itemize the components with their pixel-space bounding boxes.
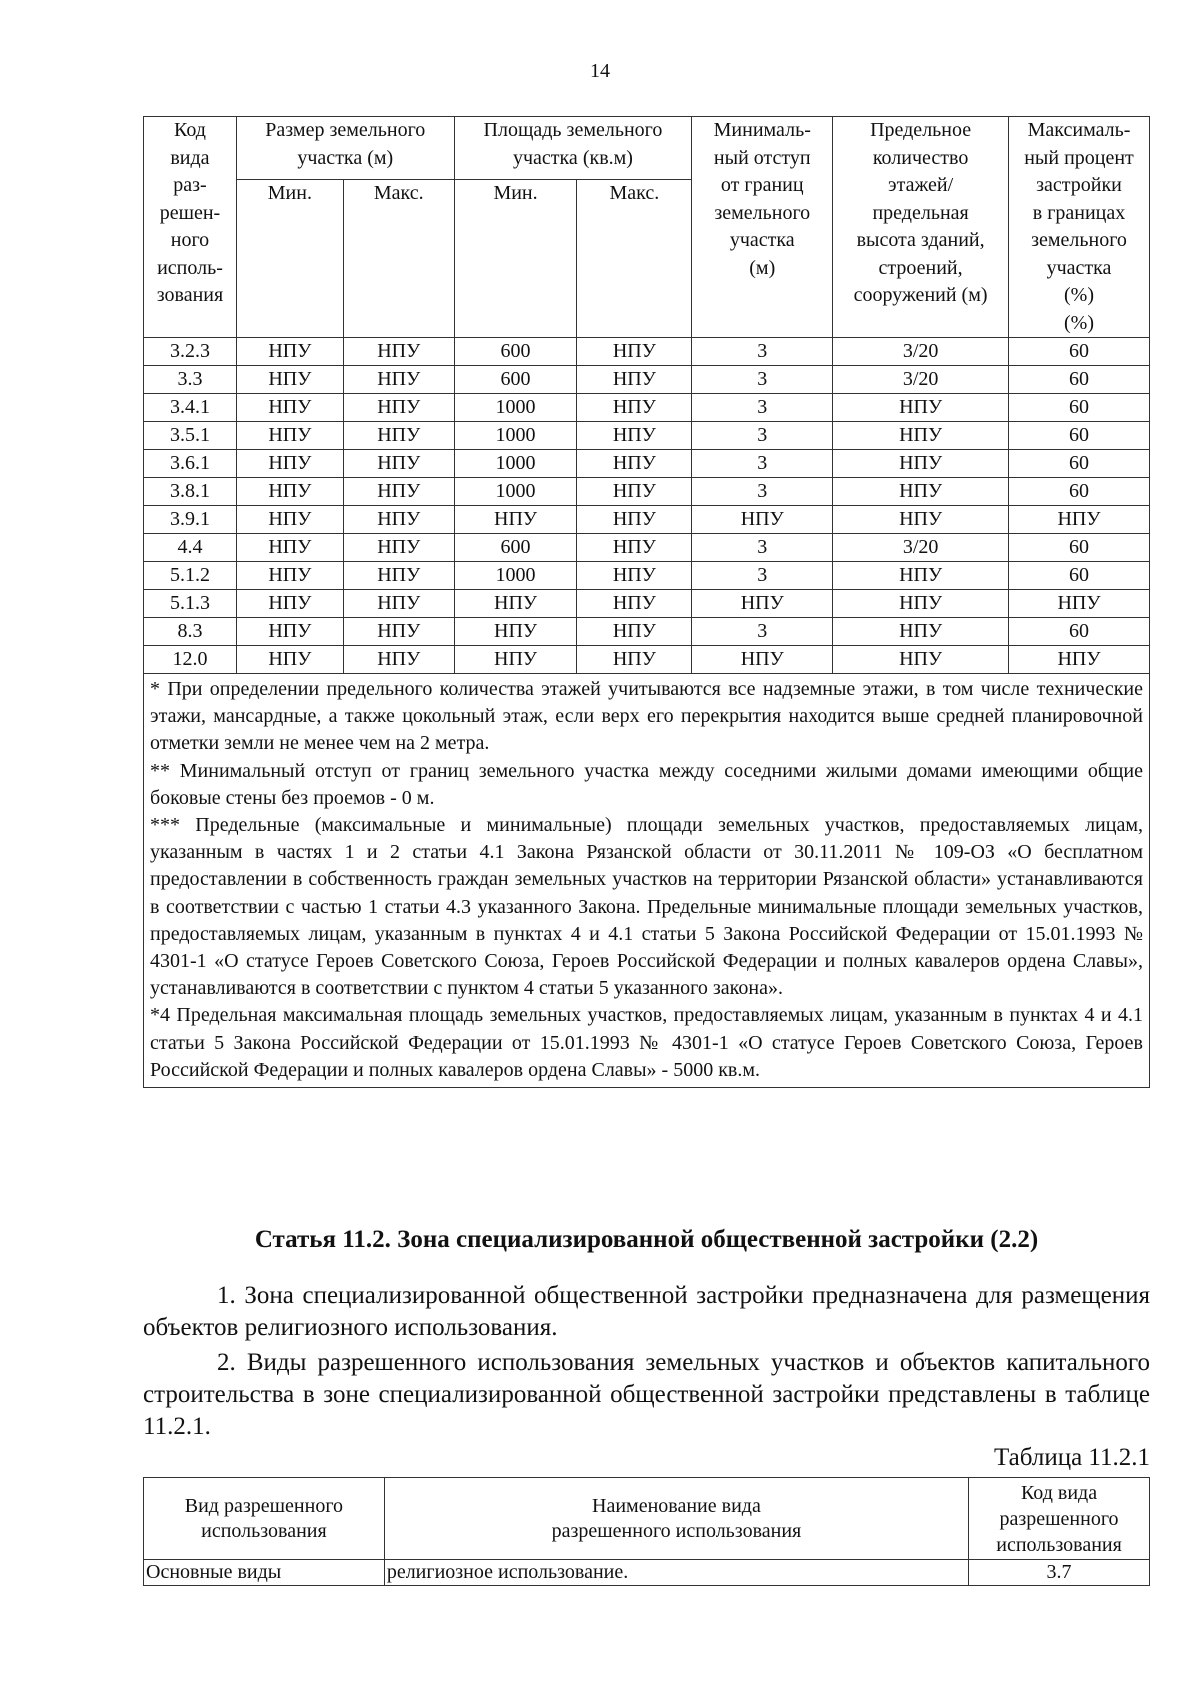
table-cell: НПУ [833, 478, 1009, 506]
cell-use-kind: Основные виды [144, 1560, 385, 1586]
table-cell: НПУ [1009, 590, 1150, 618]
table-cell: НПУ [577, 366, 692, 394]
header-area-min: Мин. [454, 179, 577, 337]
table-cell: 600 [454, 366, 577, 394]
table-cell: НПУ [577, 506, 692, 534]
table-cell: НПУ [236, 450, 343, 478]
table-cell: НПУ [236, 562, 343, 590]
table-cell: 1000 [454, 450, 577, 478]
table-cell: НПУ [577, 450, 692, 478]
header-max-floors-height: Предельное количество этажей/ предельная высота зданий, строений, сооружений (м) [833, 117, 1009, 338]
table-cell: НПУ [343, 506, 454, 534]
table-cell: НПУ [236, 618, 343, 646]
table-cell: НПУ [833, 394, 1009, 422]
table-cell: НПУ [833, 450, 1009, 478]
table-cell: НПУ [343, 478, 454, 506]
table-cell: 60 [1009, 618, 1150, 646]
table-cell: 5.1.2 [144, 562, 237, 590]
cell-use-code: 3.7 [969, 1560, 1150, 1586]
table-cell: 600 [454, 534, 577, 562]
table-cell: 3.3 [144, 366, 237, 394]
table-cell: НПУ [454, 646, 577, 674]
table-cell: НПУ [343, 394, 454, 422]
table-cell: 3.4.1 [144, 394, 237, 422]
table-cell: 1000 [454, 478, 577, 506]
table-cell: НПУ [577, 618, 692, 646]
header-size-max: Макс. [343, 179, 454, 337]
table-cell: НПУ [577, 394, 692, 422]
table-cell: 3 [692, 618, 833, 646]
table-cell: НПУ [577, 590, 692, 618]
table-cell: НПУ [454, 506, 577, 534]
header-use-kind: Вид разрешенного использования [144, 1478, 385, 1560]
header-code: Код вида раз- решен- ного исполь- зования [144, 117, 237, 338]
table-row [144, 590, 1150, 618]
table-cell: 60 [1009, 534, 1150, 562]
table-cell: НПУ [1009, 646, 1150, 674]
table-cell: НПУ [343, 562, 454, 590]
table-cell: НПУ [343, 590, 454, 618]
note-setback: ** Минимальный отступ от границ земельного участка между соседними жилыми домами имеющими общие боковые стены без проемов - 0 м. [150, 759, 1143, 809]
zoning-parameters-table [143, 116, 1150, 1088]
table-cell: НПУ [343, 646, 454, 674]
table-cell: 600 [454, 338, 577, 366]
table-caption: Таблица 11.2.1 [994, 1444, 1150, 1471]
header-size-min: Мин. [236, 179, 343, 337]
table-cell: 1000 [454, 422, 577, 450]
table-cell: 3.9.1 [144, 506, 237, 534]
table-cell: 3.6.1 [144, 450, 237, 478]
table-cell: 60 [1009, 394, 1150, 422]
table-cell: НПУ [833, 618, 1009, 646]
table-cell: 3.5.1 [144, 422, 237, 450]
note-floors: * При определении предельного количества этажей учитываются все надземные этажи, в том числе технические этажи, мансардные, а также цокольный этаж, если верх его перекрытия находится выше средней планировочной отметки земли не менее чем на 2 метра. [150, 678, 1143, 755]
table-cell: НПУ [236, 422, 343, 450]
header-use-name: Наименование вида разрешенного использования [384, 1478, 968, 1560]
cell-use-name: религиозное использование. [384, 1560, 968, 1586]
table-cell: 8.3 [144, 618, 237, 646]
table-cell: 5.1.3 [144, 590, 237, 618]
table-cell: НПУ [236, 590, 343, 618]
table-notes [144, 674, 1150, 1088]
table-cell: 60 [1009, 366, 1150, 394]
table-row [144, 1560, 1150, 1586]
table-row [144, 450, 1150, 478]
table-cell: НПУ [343, 618, 454, 646]
header-min-setback: Минималь- ный отступ от границ земельного участка (м) [692, 117, 833, 338]
table-cell: НПУ [833, 506, 1009, 534]
table-row [144, 366, 1150, 394]
table-cell: НПУ [692, 646, 833, 674]
table-cell: 12.0 [144, 646, 237, 674]
table-cell: 60 [1009, 478, 1150, 506]
table-cell: НПУ [833, 590, 1009, 618]
note-max-area: *4 Предельная максимальная площадь земельных участков, предоставляемых лицам, указанным в пунктах 4 и 4.1 статьи 5 Закона Российской Федерации от 15.01.1993 № 4301-1 «О статусе Героев Советского Союза, Героев Российской Федерации и полных кавалеров ордена Славы» - 5000 кв.м. [150, 1004, 1143, 1081]
table-cell: 3/20 [833, 338, 1009, 366]
table-cell: НПУ [692, 590, 833, 618]
header-plot-area: Площадь земельного участка (кв.м) [454, 117, 692, 180]
page-number: 14 [590, 60, 610, 82]
table-cell: НПУ [343, 422, 454, 450]
table-body [144, 338, 1150, 674]
header-use-code: Код вида разрешенного использования [969, 1478, 1150, 1560]
table-cell: 3 [692, 366, 833, 394]
table-cell: НПУ [236, 366, 343, 394]
table-cell: 60 [1009, 422, 1150, 450]
article-heading: Статья 11.2. Зона специализированной общественной застройки (2.2) [254, 1226, 1039, 1253]
table-cell: НПУ [236, 534, 343, 562]
table-cell: 60 [1009, 450, 1150, 478]
table-cell: 3 [692, 478, 833, 506]
table-cell: НПУ [577, 646, 692, 674]
table-cell: 3/20 [833, 366, 1009, 394]
header-area-max: Макс. [577, 179, 692, 337]
table-cell: 3.8.1 [144, 478, 237, 506]
header-max-build-percent: Максималь- ный процент застройки в границах земельного участка (%) (%) [1009, 117, 1150, 338]
table-row [144, 506, 1150, 534]
table-cell: НПУ [343, 366, 454, 394]
table-cell: НПУ [833, 562, 1009, 590]
table-cell: 3 [692, 422, 833, 450]
table-cell: 3/20 [833, 534, 1009, 562]
table-cell: НПУ [236, 478, 343, 506]
table-cell: 60 [1009, 562, 1150, 590]
table-cell: 3 [692, 450, 833, 478]
table-cell: НПУ [236, 646, 343, 674]
table-cell: НПУ [577, 338, 692, 366]
table-cell: НПУ [577, 422, 692, 450]
table-cell: НПУ [236, 394, 343, 422]
permitted-use-table [143, 1477, 1150, 1586]
table-row [144, 618, 1150, 646]
table-cell: НПУ [343, 534, 454, 562]
table-cell: 3.2.3 [144, 338, 237, 366]
table-cell: НПУ [236, 506, 343, 534]
table-cell: НПУ [343, 338, 454, 366]
note-plot-areas: *** Предельные (максимальные и минимальные) площади земельных участков, предоставляемых лицам, указанным в частях 1 и 2 статьи 4.1 Закона Рязанской области от 30.11.2011 № 109-ОЗ «О бесплатном предоставлении в собственность граждан земельных участков на территории Рязанской области» устанавливаются в соответствии с частью 1 статьи 4.3 указанного Закона. Предельные минимальные площади земельных участков, предоставляемых лицам, указанным в пунктах 4 и 4.1 статьи 5 Закона Российской Федерации от 15.01.1993 № 4301-1 «О статусе Героев Советского Союза, Героев Российской Федерации и полных кавалеров ордена Славы», устанавливаются в соответствии с пунктом 4 статьи 5 указанного закона». [150, 814, 1143, 1000]
table-row [144, 478, 1150, 506]
table-cell: НПУ [833, 646, 1009, 674]
table-cell: НПУ [577, 478, 692, 506]
table-cell: 3 [692, 562, 833, 590]
table-cell: 1000 [454, 394, 577, 422]
table-row [144, 338, 1150, 366]
paragraph-2: 2. Виды разрешенного использования земельных участков и объектов капитального строительства в зоне специализированной общественной застройки представлены в таблице 11.2.1. [143, 1349, 1150, 1440]
table-cell: 3 [692, 338, 833, 366]
paragraph-1: 1. Зона специализированной общественной застройки предназначена для размещения объектов религиозного использования. [143, 1282, 1150, 1341]
table-cell: НПУ [1009, 506, 1150, 534]
table-row [144, 534, 1150, 562]
table-row [144, 562, 1150, 590]
table-row [144, 422, 1150, 450]
table-cell: 60 [1009, 338, 1150, 366]
table-cell: 4.4 [144, 534, 237, 562]
table-cell: НПУ [454, 590, 577, 618]
table-cell: НПУ [236, 338, 343, 366]
table-cell: НПУ [454, 618, 577, 646]
table-cell: 1000 [454, 562, 577, 590]
table-cell: НПУ [692, 506, 833, 534]
table-cell: 3 [692, 534, 833, 562]
table-cell: НПУ [343, 450, 454, 478]
table-cell: НПУ [577, 534, 692, 562]
table-row [144, 646, 1150, 674]
table-cell: НПУ [577, 562, 692, 590]
table-cell: 3 [692, 394, 833, 422]
table-row [144, 394, 1150, 422]
header-plot-size: Размер земельного участка (м) [236, 117, 454, 180]
table-cell: НПУ [833, 422, 1009, 450]
